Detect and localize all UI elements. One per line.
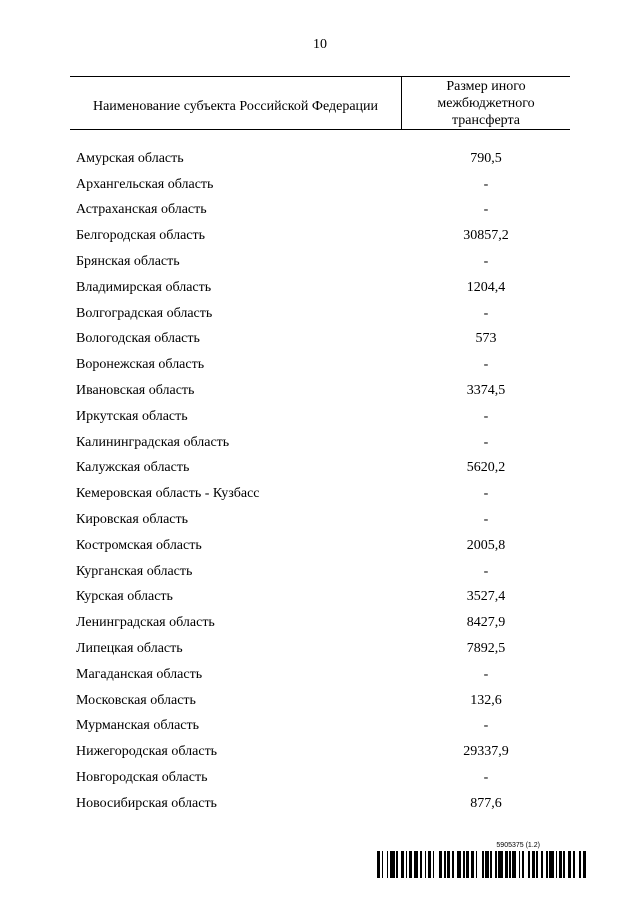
subject-name-cell: Астраханская область — [76, 202, 207, 218]
table-row — [76, 533, 570, 559]
transfer-amount-cell: 29337,9 — [463, 744, 509, 760]
transfer-amount-cell: - — [483, 254, 489, 270]
barcode-number: 5905375 (1.2) — [496, 842, 540, 849]
subject-name-cell: Магаданская область — [76, 666, 203, 682]
transfer-amount-cell: - — [483, 718, 489, 734]
table-header — [70, 76, 570, 130]
table-row — [76, 198, 570, 224]
subject-name-cell: Вологодская область — [76, 331, 200, 347]
header-subject-name: Наименование субъекта Российской Федерации — [70, 77, 402, 129]
transfer-amount-cell: 3374,5 — [466, 383, 506, 399]
subject-name-cell: Воронежская область — [76, 357, 205, 373]
table-row — [76, 301, 570, 327]
transfer-amount-cell: 3527,4 — [466, 589, 506, 605]
transfer-amount-cell: - — [483, 408, 489, 424]
transfer-amount-cell: 573 — [475, 331, 497, 347]
table-row — [76, 610, 570, 636]
subject-name-cell: Ивановская область — [76, 383, 195, 399]
table-row — [76, 636, 570, 662]
subject-name-cell: Костромская область — [76, 537, 202, 553]
transfer-amount-cell: - — [483, 434, 489, 450]
barcode-bar — [586, 851, 588, 878]
header-value-line: Размер иного — [446, 78, 526, 94]
subject-name-cell: Амурская область — [76, 150, 184, 166]
transfer-amount-cell: 132,6 — [470, 692, 502, 708]
table-row — [76, 688, 570, 714]
transfer-amount-cell: 877,6 — [470, 795, 502, 811]
subject-name-cell: Кировская область — [76, 512, 189, 528]
transfer-amount-cell: - — [483, 176, 489, 192]
subject-name-cell: Липецкая область — [76, 641, 183, 657]
transfer-amount-cell: 7892,5 — [466, 641, 506, 657]
subject-name-cell: Новгородская область — [76, 770, 208, 786]
header-value-line: трансферта — [452, 112, 520, 128]
subject-name-cell: Нижегородская область — [76, 744, 218, 760]
table-row — [76, 559, 570, 585]
table-row — [76, 585, 570, 611]
subject-name-cell: Волгоградская область — [76, 305, 213, 321]
table-row — [76, 404, 570, 430]
subject-name-cell: Владимирская область — [76, 279, 212, 295]
table-row — [76, 739, 570, 765]
table-row — [76, 352, 570, 378]
transfer-amount-cell: - — [483, 563, 489, 579]
table-row — [76, 662, 570, 688]
subject-name-cell: Курганская область — [76, 563, 193, 579]
subject-name-cell: Иркутская область — [76, 408, 188, 424]
transfer-amount-cell: 2005,8 — [466, 537, 506, 553]
transfer-amount-cell: - — [483, 305, 489, 321]
subject-name-cell: Кемеровская область - Кузбасс — [76, 486, 260, 502]
transfer-amount-cell: - — [483, 357, 489, 373]
transfer-amount-cell: 1204,4 — [466, 279, 506, 295]
table-row — [76, 507, 570, 533]
transfer-amount-cell: - — [483, 202, 489, 218]
table-row — [76, 223, 570, 249]
table-row — [76, 172, 570, 198]
subject-name-cell: Калужская область — [76, 460, 190, 476]
transfer-amount-cell: - — [483, 666, 489, 682]
subject-name-cell: Ленинградская область — [76, 615, 215, 631]
header-value-line: межбюджетного — [437, 95, 535, 111]
barcode-image — [377, 851, 588, 878]
transfer-amount-cell: - — [483, 486, 489, 502]
table-row — [76, 456, 570, 482]
table-row — [76, 430, 570, 456]
table-row — [76, 378, 570, 404]
transfer-amount-cell: 5620,2 — [466, 460, 506, 476]
subject-name-cell: Калининградская область — [76, 434, 230, 450]
transfer-amount-cell: - — [483, 512, 489, 528]
subject-name-cell: Мурманская область — [76, 718, 200, 734]
barcode-block — [377, 842, 588, 880]
subject-name-cell: Московская область — [76, 692, 196, 708]
subject-name-cell: Архангельская область — [76, 176, 214, 192]
subject-name-cell: Новосибирская область — [76, 795, 217, 811]
table-row — [76, 275, 570, 301]
transfer-amount-cell: 30857,2 — [463, 228, 509, 244]
table-row — [76, 481, 570, 507]
table-row — [76, 714, 570, 740]
subject-name-cell: Брянская область — [76, 254, 180, 270]
subject-name-cell: Курская область — [76, 589, 173, 605]
table-row — [76, 249, 570, 275]
table-row — [76, 765, 570, 791]
page-number: 10 — [313, 37, 327, 52]
table-body — [76, 146, 570, 817]
table-row — [76, 791, 570, 817]
transfer-amount-cell: 790,5 — [470, 150, 502, 166]
table-row — [76, 327, 570, 353]
table-row — [76, 146, 570, 172]
header-transfer-amount — [402, 77, 570, 129]
transfer-amount-cell: 8427,9 — [466, 615, 506, 631]
subject-name-cell: Белгородская область — [76, 228, 206, 244]
transfer-amount-cell: - — [483, 770, 489, 786]
